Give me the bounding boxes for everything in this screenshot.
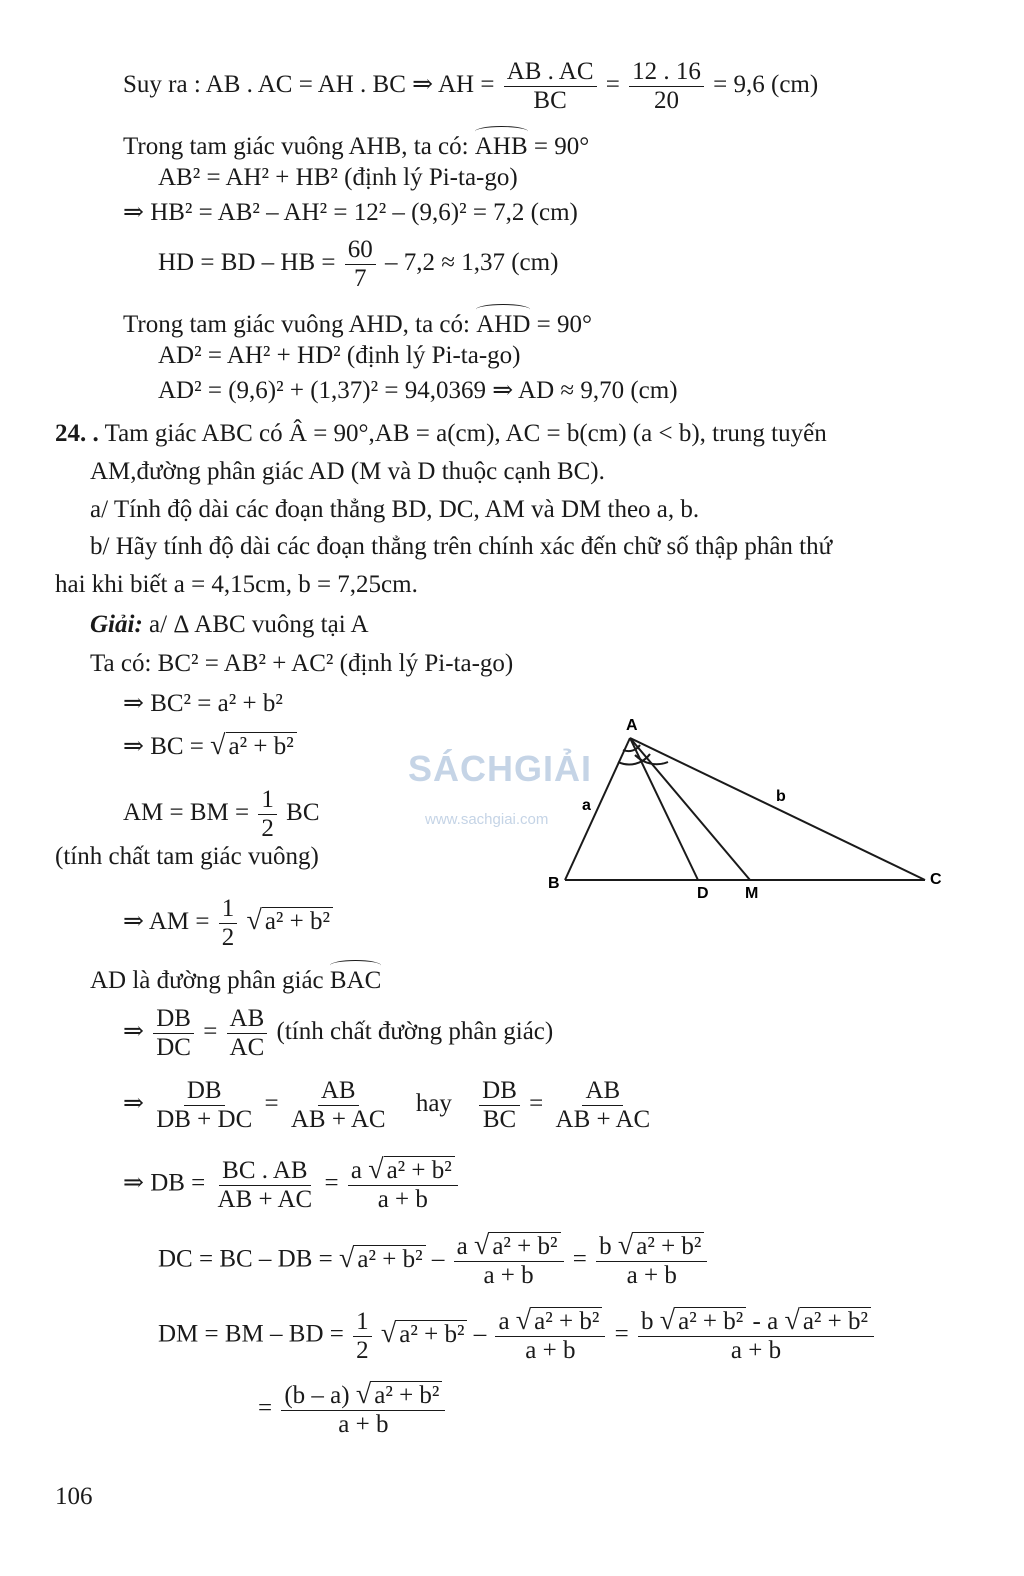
label-b-point: B — [548, 875, 560, 892]
line-am2: ⇒ AM = $\frac{1}{2}$ √ a² + b² — [123, 895, 333, 952]
fraction: $\frac{60}{7}$ — [345, 236, 376, 293]
label-m-point: M — [745, 885, 759, 902]
line-ad2-1: AD² = AH² + HD² (định lý Pi-ta-go) — [158, 342, 521, 369]
solution-heading: Giải: a/ Δ ABC vuông tại A — [90, 611, 369, 638]
label-side-a: a — [582, 797, 591, 814]
line-db-eq: ⇒ DB = $\frac{BC . AB}{AB + AC}$ = $\frac{\text{a √ a² + b²}}{a + b}$ — [123, 1156, 461, 1214]
label-side-b: b — [776, 788, 786, 805]
angle-ahd: AHD — [476, 306, 530, 340]
angle-ahb: AHB — [475, 128, 528, 162]
sqrt-expression: √ a² + b² — [246, 906, 333, 937]
triangle-diagram — [540, 710, 960, 910]
angle-bac: BAC — [330, 962, 381, 996]
problem-24-line1: 24. . Tam giác ABC có Â = 90°,AB = a(cm), AC = b(cm) (a < b), trung tuyến — [55, 420, 827, 447]
line-ahd-intro: Trong tam giác vuông AHD, ta có: AHD = 90° — [123, 306, 592, 340]
fraction: $\frac{DB}{BC}$ — [479, 1077, 520, 1134]
line-suy-ra: Suy ra : AB . AC = AH . BC ⇒ AH = $\frac{AB . AC}{BC}$ = $\frac{12 . 16}{20}$ = 9,6 (cm) — [123, 58, 819, 114]
problem-24-line2: AM,đường phân giác AD (M và D thuộc cạnh BC). — [90, 458, 605, 485]
line-dm-eq: DM = BM – BD = $\frac{1}{2}$ √ a² + b² – $\frac{\text{a √ a² + b²}}{a + b}$ = $\frac{\text{b √ a² + b² - a √ a² + b²}}{a + b}$ — [158, 1307, 877, 1365]
fraction: $\frac{12 . 16}{20}$ — [629, 58, 704, 115]
fraction: $\frac{AB}{AB + AC}$ — [555, 1077, 651, 1133]
fraction: $\frac{AB}{AC}$ — [227, 1005, 268, 1062]
line-ab2: AB² = AH² + HB² (định lý Pi-ta-go) — [158, 164, 518, 191]
problem-24-a: a/ Tính độ dài các đoạn thẳng BD, DC, AM và DM theo a, b. — [90, 496, 700, 523]
fraction: $\frac{DB}{DB + DC}$ — [156, 1077, 253, 1133]
line-bc2: Ta có: BC² = AB² + AC² (định lý Pi-ta-go) — [90, 650, 514, 677]
watermark-logo: SÁCHGIẢI — [408, 748, 593, 789]
fraction: $\frac{AB . AC}{BC}$ — [504, 58, 597, 115]
line-tinh-chat: (tính chất tam giác vuông) — [55, 843, 319, 870]
fraction: $\frac{DB}{DC}$ — [153, 1005, 194, 1062]
fraction: $\frac{AB}{AB + AC}$ — [290, 1077, 386, 1133]
fraction: $\frac{\text{(b – a) √ a² + b²}}{a + b}$ — [281, 1381, 445, 1439]
fraction: $\frac{\text{b √ a² + b²}}{a + b}$ — [596, 1232, 707, 1290]
fraction: $\frac{\text{a √ a² + b²}}{a + b}$ — [454, 1232, 564, 1290]
line-ad-phan-giac: AD là đường phân giác BAC — [90, 962, 381, 996]
fraction: $\frac{1}{2}$ — [258, 786, 277, 843]
fraction: $\frac{\text{a √ a² + b²}}{a + b}$ — [348, 1156, 458, 1214]
line-dc-eq: DC = BC – DB = √ a² + b² – $\frac{\text{a √ a² + b²}}{a + b}$ = $\frac{\text{b √ a² + b²}}{a + b}$ — [158, 1232, 710, 1290]
median-am — [630, 738, 750, 880]
sqrt-expression: √ a² + b² — [210, 731, 297, 762]
line-am: AM = BM = $\frac{1}{2}$ BC — [123, 786, 320, 842]
line-ad2-2: AD² = (9,6)² + (1,37)² = 94,0369 ⇒ AD ≈ 9,70 (cm) — [158, 377, 678, 404]
fraction: $\frac{\text{a √ a² + b²}}{a + b}$ — [495, 1307, 605, 1365]
problem-24-b1: b/ Hãy tính độ dài các đoạn thẳng trên chính xác đến chữ số thập phân thứ — [90, 533, 833, 560]
solution-label: Giải: — [90, 611, 143, 638]
fraction: $\frac{\text{b √ a² + b² - a √ a² + b²}}{a + b}$ — [638, 1307, 874, 1365]
problem-number: 24. . — [55, 420, 99, 447]
line-bc-sqrt: ⇒ BC = √ a² + b² — [123, 731, 297, 762]
line-db-sum: ⇒ $\frac{DB}{DB + DC}$ = $\frac{AB}{AB + AC}$ hay $\frac{DB}{BC}$ = $\frac{AB}{AB + AC}$ — [123, 1077, 656, 1134]
fraction: $\frac{1}{2}$ — [219, 895, 238, 952]
watermark-url: www.sachgiai.com — [425, 811, 549, 828]
page-number: 106 — [55, 1483, 93, 1510]
fraction: $\frac{1}{2}$ — [353, 1308, 372, 1365]
problem-24-b2: hai khi biết a = 4,15cm, b = 7,25cm. — [55, 571, 418, 598]
fraction: $\frac{BC . AB}{AB + AC}$ — [217, 1156, 313, 1213]
label-a-point: A — [626, 717, 638, 734]
side-ab — [565, 738, 630, 880]
line-dm-final: = $\frac{\text{(b – a) √ a² + b²}}{a + b}$ — [258, 1381, 448, 1439]
line-hb2: ⇒ HB² = AB² – AH² = 12² – (9,6)² = 7,2 (cm) — [123, 199, 578, 226]
line-hd: HD = BD – HB = $\frac{60}{7}$ – 7,2 ≈ 1,37 (cm) — [158, 236, 559, 292]
side-ac — [630, 738, 925, 880]
line-db-dc: ⇒ $\frac{DB}{DC}$ = $\frac{AB}{AC}$ (tính chất đường phân giác) — [123, 1005, 554, 1061]
line-bc2-ab: ⇒ BC² = a² + b² — [123, 690, 283, 717]
label-c-point: C — [930, 871, 942, 888]
label-d-point: D — [697, 885, 709, 902]
line-ahb-intro: Trong tam giác vuông AHB, ta có: AHB = 90° — [123, 128, 589, 162]
